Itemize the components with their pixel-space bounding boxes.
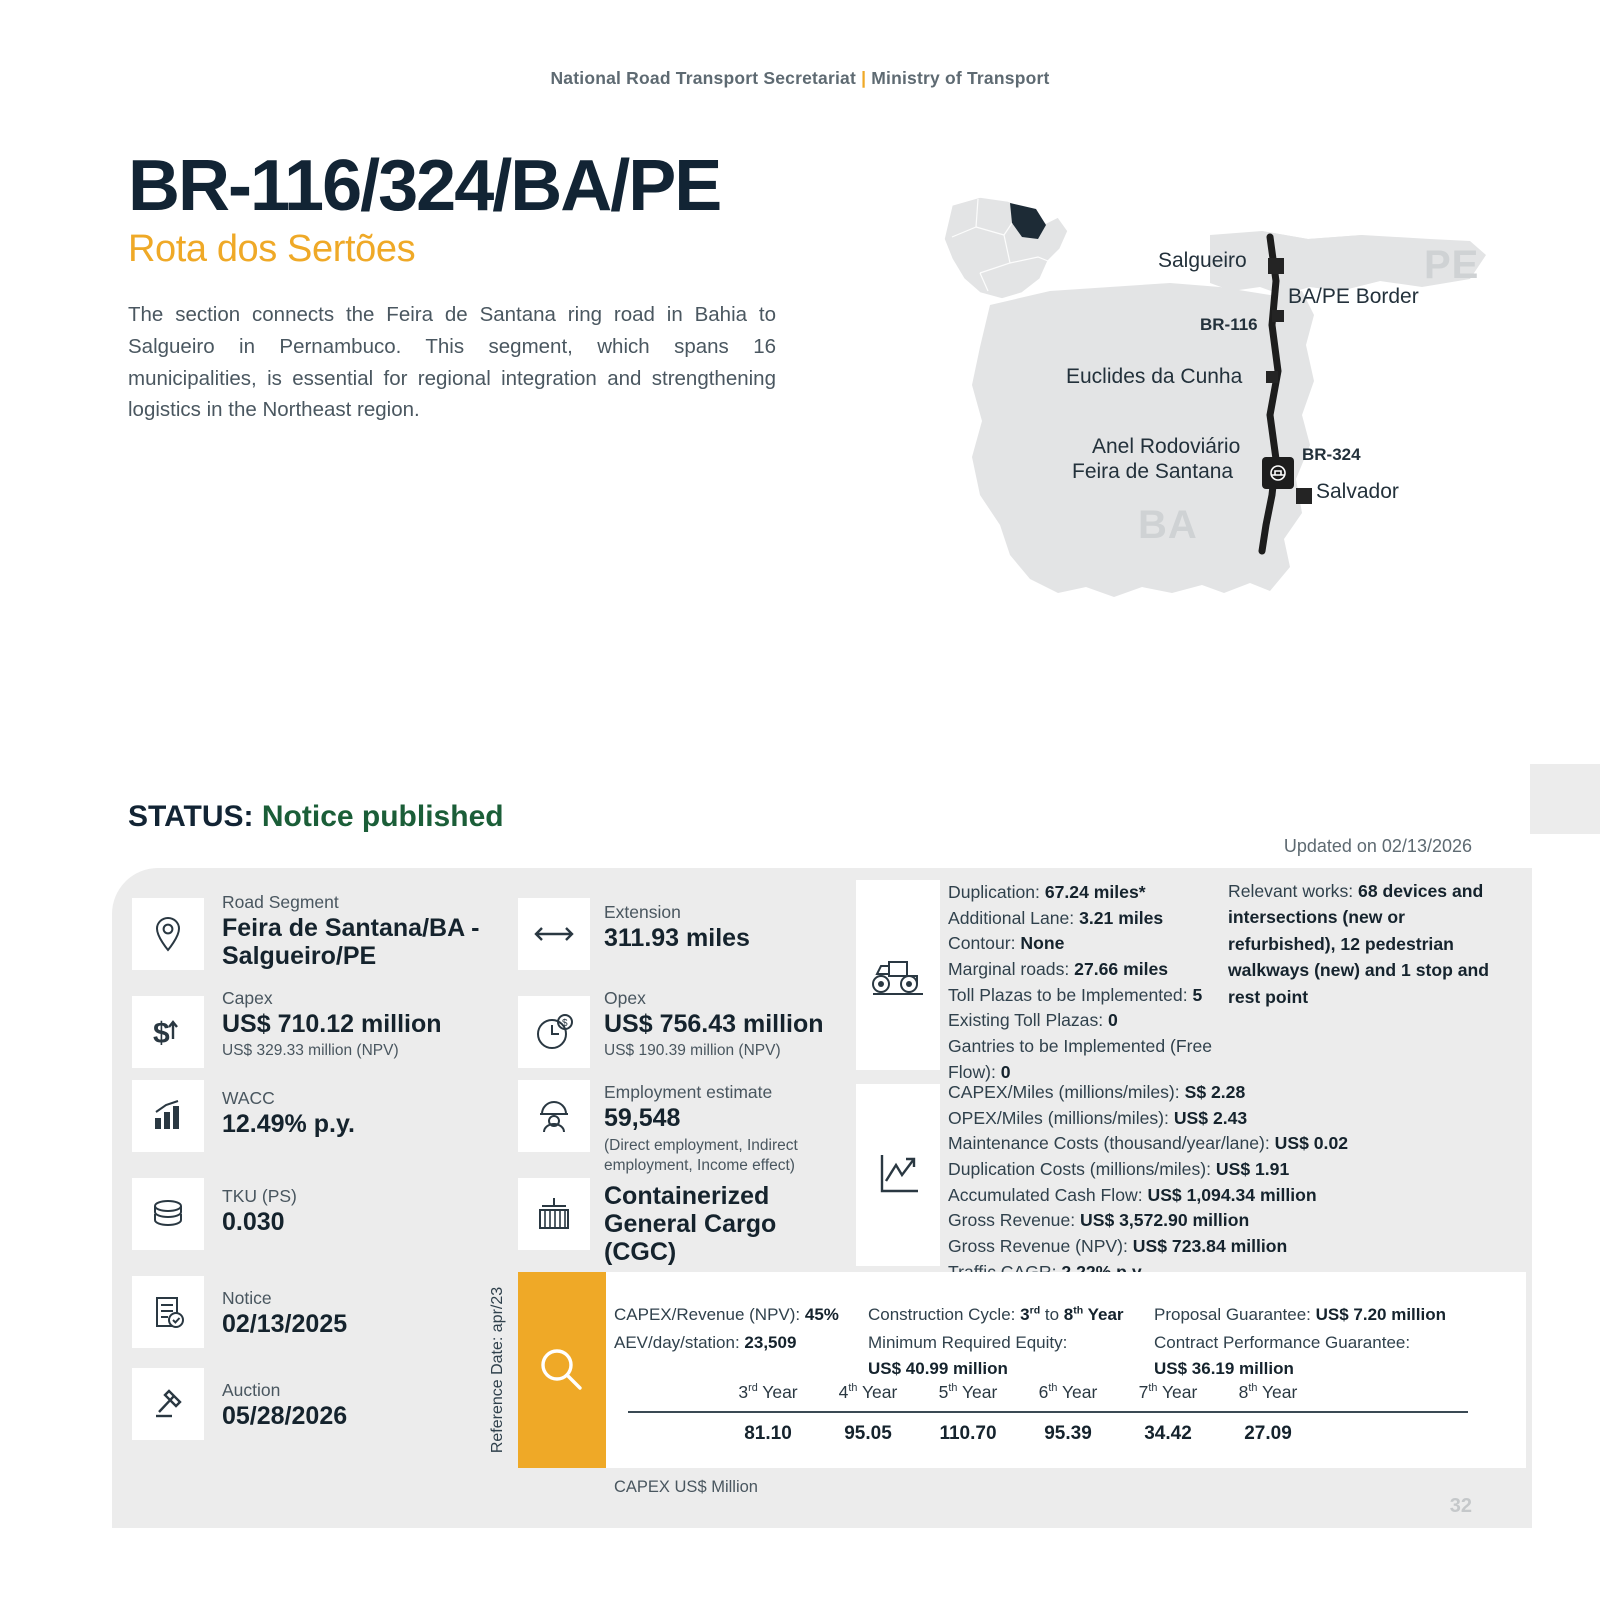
cargo-value: Containerized General Cargo (CGC) — [604, 1182, 777, 1266]
road-segment-icon-card — [132, 898, 204, 970]
capex-value-1: 95.05 — [844, 1423, 892, 1444]
road-segment-label: Road Segment — [222, 892, 339, 912]
tku-icon-card — [132, 1178, 204, 1250]
works-line-5: Existing Toll Plazas: 0 — [948, 1010, 1118, 1031]
reference-date-text: Reference Date: apr/23 — [489, 1286, 507, 1454]
coins-icon — [147, 1193, 189, 1235]
relevant-works — [1228, 878, 1490, 1010]
arrows-horizontal-icon — [532, 921, 576, 947]
works-line-6: Gantries to be Implemented (Free Flow): 0 — [948, 1036, 1213, 1082]
location-pin-icon — [148, 914, 188, 954]
wacc-icon-card — [132, 1080, 204, 1152]
state-tag-pe: PE — [1424, 243, 1480, 287]
marker-euclides-da-cunha — [1266, 371, 1278, 383]
capex-table-values — [628, 1423, 1498, 1445]
indicator-line-6: Gross Revenue (NPV): US$ 723.84 million — [948, 1236, 1288, 1257]
page-description: The section connects the Feira de Santana ring road in Bahia to Salgueiro in Pernambuco. This segment, which spans 16 municipalities, is essential for regional integration and strengthening logistics in the Northeast region. — [128, 303, 776, 422]
relevant-works-value: 68 devices and intersections (new or refurbished), 12 pedestrian walkways (new) and 1 stop and rest point — [1228, 881, 1490, 1007]
search-icon — [534, 1342, 590, 1398]
construction-cycle-line: Construction Cycle: 3rd to 8th Year — [868, 1304, 1124, 1324]
capex-value-0: 81.10 — [744, 1423, 792, 1444]
tku-value: 0.030 — [222, 1208, 285, 1236]
employment-icon-card — [518, 1080, 590, 1152]
clock-money-icon — [532, 1010, 576, 1054]
map-label-br-324: BR-324 — [1302, 445, 1361, 464]
auction-icon-card — [132, 1368, 204, 1440]
gavel-icon — [148, 1384, 188, 1424]
reference-date — [478, 1272, 518, 1468]
page-number: 32 — [1449, 1495, 1472, 1517]
notice-value: 02/13/2025 — [222, 1310, 348, 1338]
capex-npv: US$ 329.33 million (NPV) — [222, 1042, 399, 1059]
contract-guarantee-line: Contract Performance Guarantee: US$ 36.19 million — [1154, 1333, 1411, 1378]
works-line-3: Marginal roads: 27.66 miles — [948, 959, 1169, 980]
wacc-value: 12.49% p.y. — [222, 1110, 355, 1138]
indicator-line-2: Maintenance Costs (thousand/year/lane): US$ 0.02 — [948, 1133, 1349, 1154]
indicator-line-1: OPEX/Miles (millions/miles): US$ 2.43 — [948, 1107, 1248, 1128]
capex-value-5: 27.09 — [1244, 1423, 1292, 1444]
map-label-ba-pe-border: BA/PE Border — [1288, 285, 1419, 308]
indicator-line-5: Gross Revenue: US$ 3,572.90 million — [948, 1210, 1250, 1231]
dollar-growth-icon — [147, 1011, 189, 1053]
title-block — [128, 146, 918, 426]
capex-value-2: 110.70 — [939, 1423, 997, 1444]
updated-date: Updated on 02/13/2026 — [1283, 836, 1472, 856]
opex-icon-card — [518, 996, 590, 1068]
line-chart-icon — [872, 1149, 924, 1201]
indicator-line-0: CAPEX/Miles (millions/miles): S$ 2.28 — [948, 1082, 1246, 1102]
capex-value: US$ 710.12 million — [222, 1010, 442, 1038]
capex-note: CAPEX US$ Million — [614, 1478, 758, 1496]
tku-label: TKU (PS) — [222, 1186, 297, 1206]
marker-salvador — [1296, 488, 1312, 504]
capex-label: Capex — [222, 988, 273, 1008]
panel-corner-fill — [1530, 764, 1600, 834]
indicators-icon-card — [856, 1084, 940, 1266]
extension-icon-card — [518, 898, 590, 970]
aev-line: AEV/day/station: 23,509 — [614, 1333, 797, 1352]
capex-table-header — [628, 1382, 1498, 1403]
auction-label: Auction — [222, 1380, 281, 1400]
capex-year-header-1: 4th Year — [838, 1382, 898, 1402]
header-left-text: National Road Transport Secretariat — [550, 68, 857, 88]
notice-label: Notice — [222, 1288, 272, 1308]
capex-year-header-5: 8th Year — [1238, 1382, 1298, 1402]
capex-year-header-3: 6th Year — [1038, 1382, 1098, 1402]
capex-revenue-line: CAPEX/Revenue (NPV): 45% — [614, 1305, 839, 1324]
header-separator: | — [861, 68, 867, 88]
document-check-icon — [148, 1292, 188, 1332]
header-right-text: Ministry of Transport — [871, 68, 1050, 88]
works-list — [948, 880, 1220, 1085]
status-label: STATUS: — [128, 800, 254, 833]
capex-value-4: 34.42 — [1144, 1423, 1192, 1444]
extension-label: Extension — [604, 902, 681, 922]
map-label-salgueiro: Salgueiro — [1158, 249, 1247, 272]
extension-value: 311.93 miles — [604, 924, 750, 952]
employment-label: Employment estimate — [604, 1082, 773, 1102]
capex-year-header-4: 7th Year — [1138, 1382, 1198, 1402]
page-header — [0, 68, 1600, 89]
svg-text:$: $ — [153, 1017, 170, 1050]
auction-value: 05/28/2026 — [222, 1402, 348, 1430]
svg-text:$: $ — [562, 1018, 568, 1029]
capex-value-3: 95.39 — [1044, 1423, 1092, 1444]
works-line-1: Additional Lane: 3.21 miles — [948, 907, 1164, 928]
status-value: Notice published — [261, 800, 504, 833]
marker-salgueiro — [1268, 258, 1284, 274]
bar-chart-icon — [148, 1096, 188, 1136]
page-subtitle: Rota dos Sertões — [128, 228, 416, 270]
marker-feira-de-santana-icon — [1262, 457, 1294, 489]
works-line-4: Toll Plazas to be Implemented: 5 — [948, 984, 1203, 1005]
magnifier-tab — [518, 1272, 606, 1468]
wacc-label: WACC — [222, 1088, 275, 1108]
indicator-line-3: Duplication Costs (millions/miles): US$ 1.91 — [948, 1159, 1290, 1180]
worker-icon — [534, 1096, 574, 1136]
road-roller-icon — [867, 952, 929, 998]
map-label-feira-de-santana: Feira de Santana — [1072, 460, 1234, 483]
min-equity-line: Minimum Required Equity: US$ 40.99 million — [868, 1333, 1068, 1378]
status-line — [128, 800, 504, 834]
map-label-salvador: Salvador — [1316, 480, 1399, 503]
works-line-0: Duplication: 67.24 miles* — [948, 882, 1146, 902]
capex-icon-card — [132, 996, 204, 1068]
relevant-works-label: Relevant works: — [1228, 881, 1359, 901]
employment-value: 59,548 — [604, 1104, 681, 1132]
capex-year-table — [628, 1382, 1498, 1445]
map-label-br-116: BR-116 — [1200, 315, 1258, 334]
road-segment-value: Feira de Santana/BA - Salgueiro/PE — [222, 914, 480, 970]
employment-sub: (Direct employment, Indirect employment, Income effect) — [604, 1137, 798, 1175]
notice-icon-card — [132, 1276, 204, 1348]
cargo-icon-card — [518, 1178, 590, 1250]
map-label-anel-rodoviario: Anel Rodoviário — [1092, 435, 1241, 458]
works-line-2: Contour: None — [948, 933, 1065, 954]
map-label-euclides-da-cunha: Euclides da Cunha — [1066, 365, 1243, 388]
container-icon — [532, 1194, 576, 1234]
page-title: BR-116/324/BA/PE — [128, 146, 721, 226]
capex-year-header-0: 3rd Year — [738, 1382, 798, 1402]
marker-ba-pe-border — [1272, 310, 1284, 322]
proposal-guarantee-line: Proposal Guarantee: US$ 7.20 million — [1154, 1305, 1446, 1324]
indicator-line-4: Accumulated Cash Flow: US$ 1,094.34 million — [948, 1184, 1317, 1205]
capex-year-header-2: 5th Year — [938, 1382, 998, 1402]
opex-npv: US$ 190.39 million (NPV) — [604, 1042, 781, 1059]
indicators-list — [948, 1080, 1508, 1285]
state-tag-ba: BA — [1138, 503, 1198, 547]
opex-label: Opex — [604, 988, 646, 1008]
capex-table-rule — [628, 1411, 1468, 1413]
opex-value: US$ 756.43 million — [604, 1010, 824, 1038]
works-icon-card — [856, 880, 940, 1070]
map-area — [900, 175, 1520, 735]
